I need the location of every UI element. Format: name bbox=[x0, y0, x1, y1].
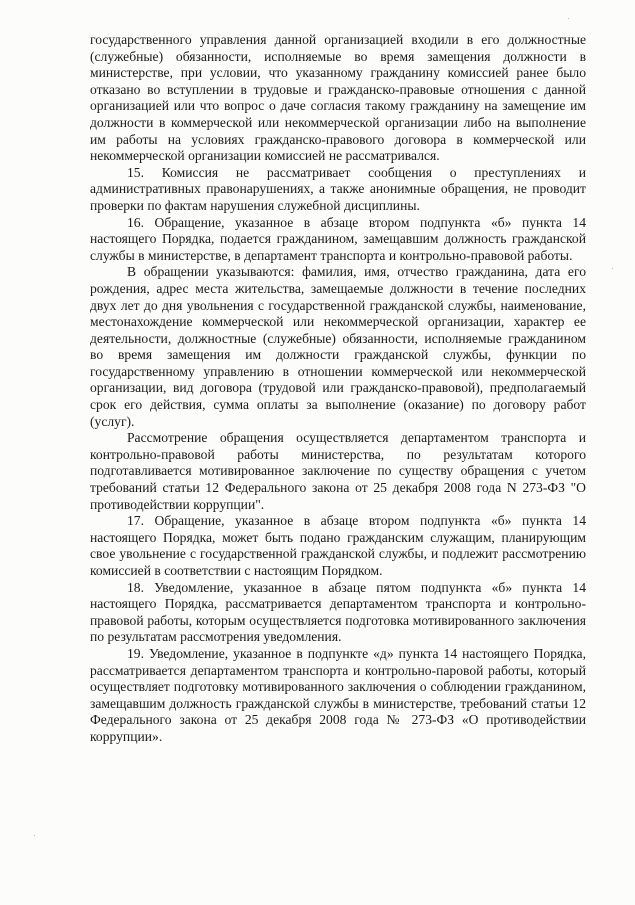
paragraph-17: 17. Обращение, указанное в абзаце втором подпункта «б» пункта 14 настоящего Порядка, может быть подано гражданским служащим, планирующим свое увольнение с государственной гражданской службы, и подлежит рассмотрению комиссией в соответствии с настоящим Порядком. bbox=[90, 513, 586, 578]
scan-speck bbox=[568, 18, 569, 19]
paragraph-18: 18. Уведомление, указанное в абзаце пятом подпункта «б» пункта 14 настоящего Порядка, рассматривается департаментом транспорта и контрольно-правовой работы, которым осуществляется подготовка мотивированного заключения по результатам рассмотрения уведомления. bbox=[90, 579, 586, 645]
paragraph-15: 15. Комиссия не рассматривает сообщения о преступлениях и административных правонарушениях, а также анонимные обращения, не проводит проверки по фактам нарушения служебной дисциплины. bbox=[90, 164, 586, 213]
paragraph-16-contents: В обращении указываются: фамилия, имя, отчество гражданина, дата его рождения, адрес места жительства, замещаемые должности в течение последних двух лет до дня увольнения с государственной гражданской службы, наименование, местонахождение коммерческой или некоммерческой организации, характер ее деятельности, должностные (служебные) обязанности, исполняемые гражданином во время замещения им должности гражданской службы, функции по государственному управлению в отношении коммерческой или некоммерческой организации, вид договора (трудовой или гражданско-правовой), предполагаемый срок его действия, сумма оплаты за выполнение (оказание) по договору работ (услуг). bbox=[90, 264, 586, 429]
scan-speck bbox=[34, 835, 35, 836]
paragraph-continuation: государственного управления данной организацией входили в его должностные (служебные) обязанности, исполняемые во время замещения должности в министерстве, при условии, что указанному гражданину комиссией ранее было отказано во вступлении в трудовые и гражданско-правовые отношения с данной организацией или что вопрос о даче согласия такому гражданину на замещение им должности в коммерческой или некоммерческой организации либо на выполнение им работы на условиях гражданско-правового договора в коммерческой или некоммерческой организации комиссией не рассматривался. bbox=[90, 32, 586, 164]
paragraph-16-review: Рассмотрение обращения осуществляется департаментом транспорта и контрольно-правовой работы министерства, по результатам которого подготавливается мотивированное заключение по существу обращения с учетом требований статьи 12 Федерального закона от 25 декабря 2008 года N 273-ФЗ "О противодействии коррупции". bbox=[90, 430, 586, 512]
document-body bbox=[90, 32, 586, 746]
paragraph-16: 16. Обращение, указанное в абзаце втором подпункта «б» пункта 14 настоящего Порядка, подается гражданином, замещавшим должность гражданской службы в министерстве, в департамент транспорта и контрольно-правовой работы. bbox=[90, 214, 586, 263]
paragraph-19: 19. Уведомление, указанное в подпункте «д» пункта 14 настоящего Порядка, рассматривается департаментом транспорта и контрольно-паровой работы, который осуществляет подготовку мотивированного заключения о соблюдении гражданином, замещавшим должность гражданской службы в министерстве, требований статьи 12 Федерального закона от 25 декабря 2008 года № 273-ФЗ «О противодействии коррупции». bbox=[90, 645, 586, 744]
scan-speck bbox=[612, 268, 613, 269]
